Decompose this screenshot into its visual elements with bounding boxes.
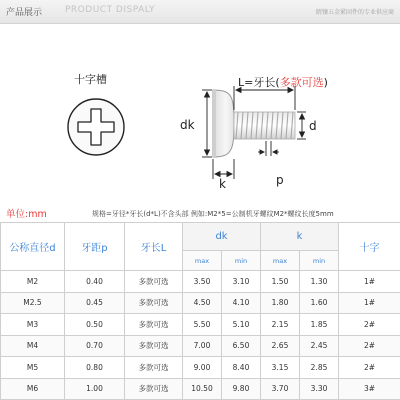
cell-pitch: 0.45 <box>65 292 125 314</box>
header-subtitle: PRODUCT DISPALY <box>65 5 156 15</box>
cell-k-max: 1.50 <box>261 271 300 293</box>
cell-dk-min: 3.10 <box>222 271 261 293</box>
cell-dk-min: 9.80 <box>222 378 261 400</box>
cell-dk-max: 5.50 <box>183 314 222 336</box>
table-row <box>1 271 400 293</box>
cell-cross: 1# <box>339 292 400 314</box>
spec-note: 规格=牙径*牙长(d*L)不含头部 例如:M2*5=公制机牙螺纹M2*螺纹长度5mm <box>92 210 334 218</box>
cell-k-min: 1.30 <box>300 271 339 293</box>
cell-dk-max: 3.50 <box>183 271 222 293</box>
table-row <box>1 335 400 357</box>
cell-pitch: 0.80 <box>65 357 125 379</box>
cell-dk-min: 6.50 <box>222 335 261 357</box>
cell-length: 多款可选 <box>125 271 183 293</box>
header-dk-min: min <box>222 251 261 271</box>
cell-k-min: 1.60 <box>300 292 339 314</box>
cell-k-min: 1.85 <box>300 314 339 336</box>
cell-pitch: 0.50 <box>65 314 125 336</box>
cell-dk-min: 5.10 <box>222 314 261 336</box>
screw-drawing <box>0 24 400 192</box>
cell-cross: 2# <box>339 314 400 336</box>
cell-length: 多款可选 <box>125 292 183 314</box>
cell-size: M5 <box>1 357 65 379</box>
cell-dk-max: 4.50 <box>183 292 222 314</box>
cell-cross: 2# <box>339 335 400 357</box>
cell-length: 多款可选 <box>125 314 183 336</box>
header-dk: dk <box>183 223 261 251</box>
cell-length: 多款可选 <box>125 378 183 400</box>
length-options: 多款可选 <box>279 76 324 89</box>
top-view-head <box>68 99 124 155</box>
header-k-max: max <box>261 251 300 271</box>
cell-size: M3 <box>1 314 65 336</box>
cell-dk-max: 10.50 <box>183 378 222 400</box>
p-label: p <box>276 173 284 187</box>
length-label <box>238 74 328 90</box>
cell-k-min: 3.30 <box>300 378 339 400</box>
cell-dk-min: 8.40 <box>222 357 261 379</box>
cross-slot-label: 十字槽 <box>74 73 107 86</box>
dk-label: dk <box>180 118 195 132</box>
cell-size: M6 <box>1 378 65 400</box>
cell-k-max: 3.15 <box>261 357 300 379</box>
cell-pitch: 0.70 <box>65 335 125 357</box>
cell-k-min: 2.85 <box>300 357 339 379</box>
header-cross: 十字 <box>339 223 400 271</box>
header-bar <box>0 0 400 24</box>
header-k: k <box>261 223 339 251</box>
length-suffix: ) <box>323 76 328 89</box>
unit-label: 单位:mm <box>6 209 47 220</box>
header-nominal-diameter: 公称直径d <box>1 223 65 271</box>
header-dk-max: max <box>183 251 222 271</box>
cell-size: M2.5 <box>1 292 65 314</box>
cell-pitch: 1.00 <box>65 378 125 400</box>
k-label: k <box>219 177 226 191</box>
cell-k-max: 2.65 <box>261 335 300 357</box>
cell-cross: 3# <box>339 378 400 400</box>
cell-cross: 2# <box>339 357 400 379</box>
cell-length: 多款可选 <box>125 335 183 357</box>
cell-k-max: 1.80 <box>261 292 300 314</box>
header-title: 产品展示 <box>6 8 43 18</box>
spec-table <box>0 222 400 400</box>
cell-cross: 1# <box>339 271 400 293</box>
screw-diagram <box>0 24 400 192</box>
d-label: d <box>309 119 317 133</box>
header-thread-length: 牙长L <box>125 223 183 271</box>
cell-pitch: 0.40 <box>65 271 125 293</box>
table-row <box>1 357 400 379</box>
side-view-screw <box>213 90 295 157</box>
header-pitch: 牙距p <box>65 223 125 271</box>
cell-dk-min: 4.10 <box>222 292 261 314</box>
cell-dk-max: 7.00 <box>183 335 222 357</box>
cell-size: M4 <box>1 335 65 357</box>
header-watermark: 睛镶五金紧固件的专业供应商 <box>315 9 394 16</box>
header-k-min: min <box>300 251 339 271</box>
cell-length: 多款可选 <box>125 357 183 379</box>
cell-k-max: 2.15 <box>261 314 300 336</box>
cell-size: M2 <box>1 271 65 293</box>
table-row <box>1 314 400 336</box>
cell-k-max: 3.70 <box>261 378 300 400</box>
cell-k-min: 2.45 <box>300 335 339 357</box>
cell-dk-max: 9.00 <box>183 357 222 379</box>
table-row <box>1 292 400 314</box>
table-row <box>1 378 400 400</box>
length-prefix: L=牙长( <box>238 76 280 89</box>
